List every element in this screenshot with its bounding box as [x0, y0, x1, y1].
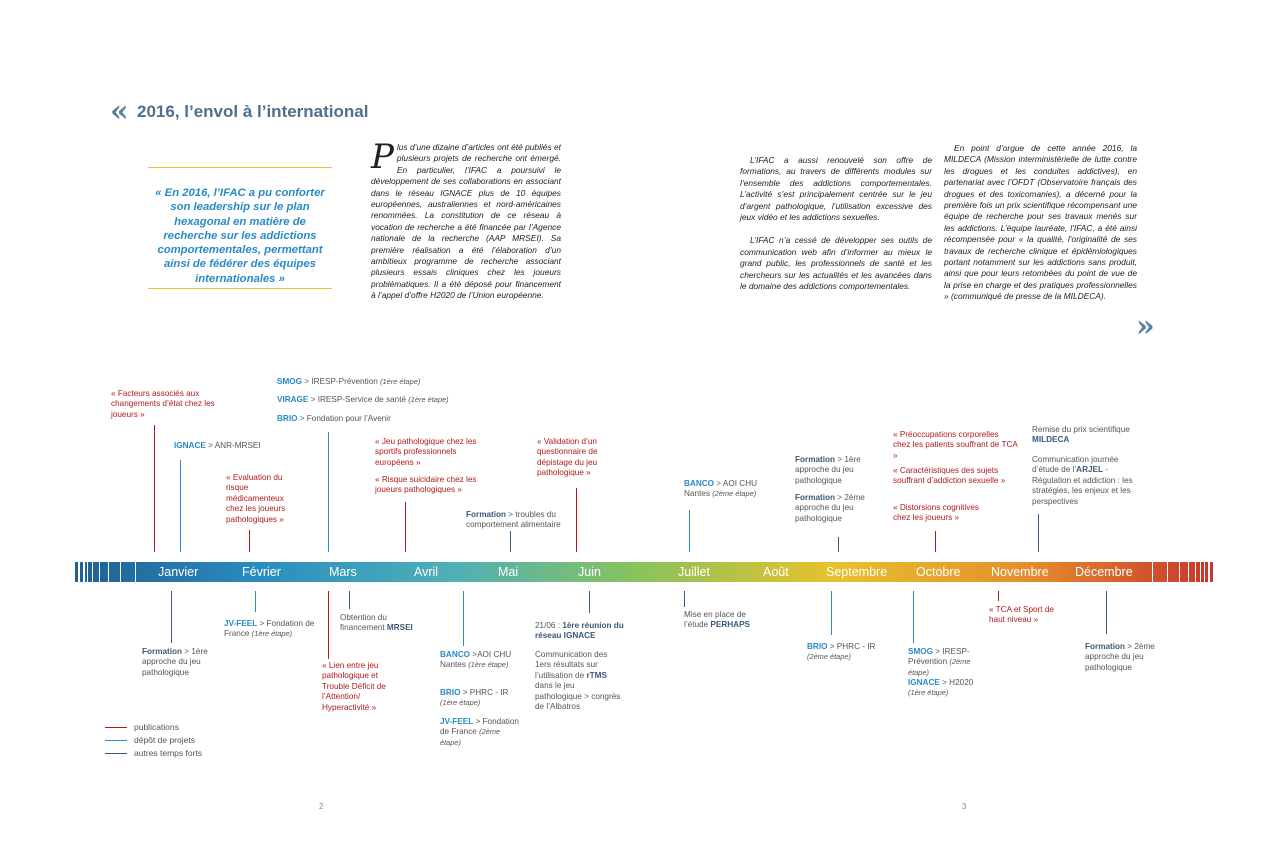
event-jan-ignace: IGNACE > ANR-MRSEI: [174, 441, 261, 450]
event-mar-brio: BRIO > Fondation pour l’Avenir: [277, 414, 391, 423]
col1-text: lus d’une dizaine d’articles ont été publiés et plusieurs projets de recherche ont émergé. En particulier, l’IFAC a poursuivi le développement de ses collaborations en associant dans le réseau IGNACE plus de 10 équipes européennes, australiennes et nord-américaines renommées. La constitution de ce réseau à vocation de recherche a été financée par l’Agence nationale de la recherche (AAP MRSEI). Sa première réalisation a été l’élaboration d’un ambitieux programme de recherche associant plusieurs essais cliniques chez les joueurs problématiques. Il a été déposé pour financement à l’appel d’offre H2020 de l’Union européenne.: [371, 142, 561, 301]
text-column-2: [740, 155, 932, 304]
event-mar-publication: « Lien entre jeu pathologique et Trouble Déficit de l’Attention/ Hyperactivité »: [322, 661, 386, 712]
timeline-stripe: [83, 562, 85, 582]
event-feb-jvfeel: JV-FEEL > Fondation de France (1ère étape): [224, 619, 315, 639]
timeline-stripe: [1152, 562, 1153, 582]
event-nov-communication: Communication journée d’étude de l’ARJEL - Régulation et addiction : les stratégies, les enjeux et les perspectives: [1032, 455, 1133, 506]
timeline-stripe: [99, 562, 100, 582]
tick-jul-etude: [684, 591, 685, 607]
tick-nov-pub: [998, 591, 999, 601]
event-oct-ignace: IGNACE > H2020 (1ère étape): [908, 678, 974, 698]
event-apr-publication-1: « Jeu pathologique chez les sportifs professionnels européens »: [375, 437, 477, 467]
timeline-stripe: [1208, 562, 1210, 582]
tick-oct-projects: [913, 591, 914, 643]
event-jun-reunion: 21/06 : 1ère réunion du réseau IGNACE: [535, 621, 624, 641]
month-janvier: Janvier: [158, 565, 199, 579]
month-juillet: Juillet: [678, 565, 710, 579]
timeline-stripe: [1204, 562, 1206, 582]
month-mai: Mai: [498, 565, 519, 579]
event-apr-publication-2: « Risque suicidaire chez les joueurs pathologiques »: [375, 475, 477, 495]
timeline-stripe: [120, 562, 121, 582]
tick-nov-prix: [1038, 514, 1039, 552]
tick-may-form: [510, 531, 511, 552]
legend-swatch-projets: [105, 740, 127, 741]
tick-jan-pub: [154, 425, 155, 552]
tick-sep-brio: [831, 591, 832, 635]
tick-sep-form: [838, 537, 839, 552]
timeline-stripe: [1188, 562, 1189, 582]
event-nov-prix: Remise du prix scientifique MILDECA: [1032, 425, 1130, 445]
legend-publications: publications: [134, 722, 179, 732]
tick-mar-mrsei: [349, 591, 350, 609]
tick-jul-banco: [689, 510, 690, 552]
event-oct-smog: SMOG > IRESP-Prévention (2ème étape): [908, 647, 971, 677]
month-decembre: Décembre: [1075, 565, 1133, 579]
text-column-3: [944, 143, 1137, 315]
event-sep-brio: BRIO > PHRC - IR (2ème étape): [807, 642, 876, 662]
timeline-stripe: [92, 562, 93, 582]
pullquote-top-rule: [148, 167, 332, 168]
event-apr-brio: BRIO > PHRC - IR (1ère étape): [440, 688, 509, 708]
tick-feb-pub: [249, 530, 250, 552]
timeline-stripe: [1200, 562, 1201, 582]
event-mar-smog: SMOG > IRESP-Prévention (1ère étape): [277, 377, 421, 386]
event-nov-publication: « TCA et Sport de haut niveau »: [989, 605, 1054, 625]
timeline-stripe: [135, 562, 136, 582]
tick-mar-projects: [328, 432, 329, 552]
tick-jun-pub: [576, 488, 577, 552]
tick-feb-jvfeel: [255, 591, 256, 612]
pullquote: « En 2016, l’IFAC a pu conforter son leadership sur le plan hexagonal en matière de recherche sur les addictions comportementales, permettant ainsi de fédérer des équipes internationales »: [155, 187, 325, 285]
timeline-stripe: [78, 562, 80, 582]
month-septembre: Septembre: [826, 565, 888, 579]
month-mars: Mars: [329, 565, 357, 579]
tick-apr-pub: [405, 502, 406, 552]
month-juin: Juin: [578, 565, 601, 579]
close-quote-mark: »: [1136, 309, 1155, 344]
event-apr-banco: BANCO >AOI CHU Nantes (1ère étape): [440, 650, 512, 670]
text-column-1: [371, 137, 561, 302]
tick-mar-pub: [328, 591, 329, 659]
month-avril: Avril: [414, 565, 439, 579]
open-quote-mark: «: [110, 94, 129, 129]
month-aout: Août: [763, 565, 789, 579]
event-may-formation: Formation > troubles du comportement alimentaire: [466, 510, 561, 530]
event-mar-virage: VIRAGE > IRESP-Service de santé (1ère étape): [277, 395, 449, 404]
event-jan-formation: Formation > 1ère approche du jeu pathologique: [142, 647, 208, 677]
event-jul-banco: BANCO > AOI CHU Nantes (2ème étape): [684, 479, 758, 499]
month-octobre: Octobre: [916, 565, 961, 579]
event-sep-formation-1: Formation > 1ère approche du jeu pathologique: [795, 455, 861, 485]
event-mar-mrsei: Obtention du financement MRSEI: [340, 613, 413, 633]
timeline-stripe: [87, 562, 88, 582]
tick-jun-reunion: [589, 591, 590, 613]
timeline-stripe: [108, 562, 109, 582]
legend-autres: autres temps forts: [134, 748, 203, 758]
tick-dec-form: [1106, 591, 1107, 634]
event-jul-perhaps: Mise en place de l’étude PERHAPS: [684, 610, 750, 630]
col3-paragraph: En point d’orgue de cette année 2016, la MILDECA (Mission interministérielle de lutte contre les drogues et les conduites addictives), en partenariat avec l’OFDT (Observatoire français des drogues et des toxicomanies), a décerné pour la première fois un prix scientifique récompensant une équipe de recherche pour ses travaux menés sur les addictions. L’équipe lauréate, l’IFAC, a été ainsi récompensée pour « la qualité, l’originalité de ses travaux de recherche clinique et épidémiologiques portant notamment sur les addictions sans produit, ainsi que pour leurs retombées du point de vue de la prise en charge et des pratiques professionnelles » (communiqué de presse de la MILDECA).: [944, 143, 1137, 302]
page-number-left: 2: [319, 802, 324, 811]
tick-apr-projects: [463, 591, 464, 646]
timeline-stripe: [1179, 562, 1180, 582]
event-oct-publication-3: « Distorsions cognitives chez les joueurs »: [893, 503, 980, 523]
timeline-stripe: [1195, 562, 1196, 582]
event-oct-publication-1: « Préoccupations corporelles chez les patients souffrant de TCA »: [893, 430, 1018, 460]
event-feb-publication: « Evaluation du risque médicamenteux chez les joueurs pathologiques »: [226, 473, 286, 524]
event-sep-formation-2: Formation > 2ème approche du jeu pathologique: [795, 493, 865, 523]
page-title: 2016, l’envol à l’international: [137, 102, 369, 121]
col2-paragraph-1: L’IFAC a aussi renouvelé son offre de formations, au travers de différents modules sur l’ensemble des addictions comportementales. L’activité s’est principalement centrée sur le jeu d’argent pathologique, l’utilisation excessive des jeux vidéo et les addictions sexuelles.: [740, 155, 932, 223]
pullquote-bottom-rule: [148, 288, 332, 289]
col2-paragraph-2: L’IFAC n’a cessé de développer ses outils de communication web afin d’informer au mieux le grand public, les professionnels de santé et les chercheurs sur les actualités et les avancées dans le domaine des addictions comportementales.: [740, 235, 932, 292]
month-novembre: Novembre: [991, 565, 1049, 579]
event-jun-publication: « Validation d’un questionnaire de dépistage du jeu pathologique »: [537, 437, 598, 478]
event-oct-publication-2: « Caractéristiques des sujets souffrant d’addiction sexuelle »: [893, 466, 1006, 486]
month-fevrier: Février: [242, 565, 281, 579]
timeline-stripe: [1167, 562, 1168, 582]
event-jun-communication: Communication des 1ers résultats sur l’utilisation de rTMS dans le jeu pathologique > congrès de l’Albatros: [535, 650, 621, 712]
legend-swatch-autres: [105, 753, 127, 754]
dropcap: P: [371, 137, 394, 177]
event-dec-formation: Formation > 2ème approche du jeu pathologique: [1085, 642, 1155, 672]
legend-projets: dépôt de projets: [134, 735, 195, 745]
tick-jan-ignace: [180, 460, 181, 552]
event-apr-jvfeel: JV-FEEL > Fondation de France (2ème étape): [440, 717, 519, 747]
event-jan-publication: « Facteurs associés aux changements d’état chez les joueurs »: [111, 389, 215, 419]
tick-jan-form: [171, 591, 172, 643]
tick-oct-pub: [935, 531, 936, 552]
legend-swatch-publications: [105, 727, 127, 728]
page-number-right: 3: [962, 802, 967, 811]
